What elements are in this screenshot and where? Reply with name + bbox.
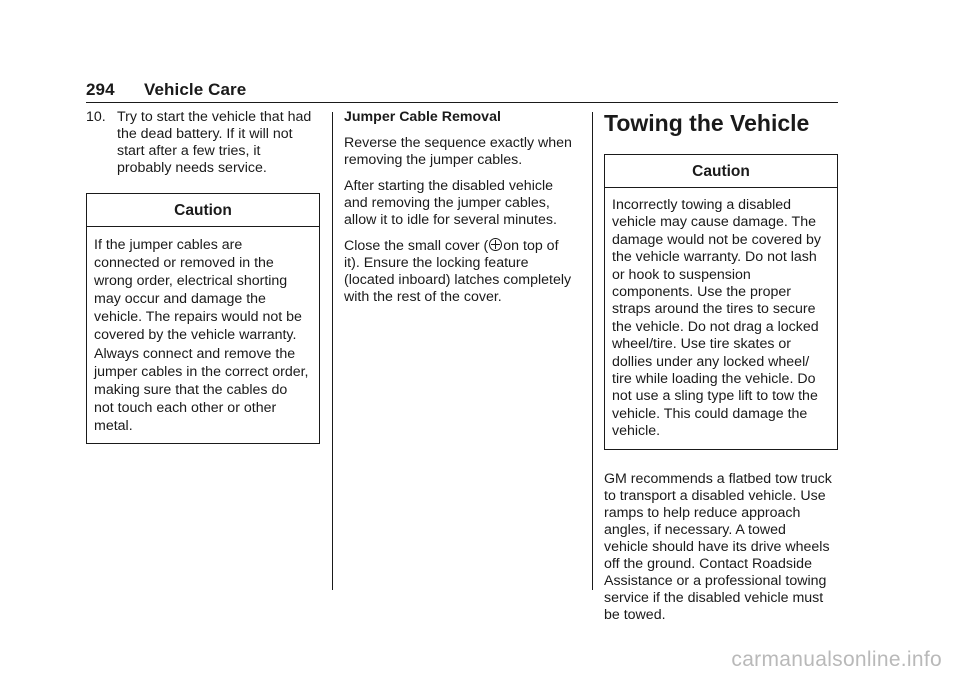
- text-line: damage would not be covered by: [612, 231, 822, 248]
- column-divider-1: [332, 112, 333, 590]
- text-line: vehicle. The repairs would not be: [94, 309, 302, 326]
- text-line: Reverse the sequence exactly when: [344, 135, 572, 151]
- text-line: vehicle. This could damage the: [612, 405, 808, 422]
- paragraph: [344, 238, 580, 306]
- text-line: vehicle may cause damage. The: [612, 214, 816, 231]
- text-line: tire while loading the vehicle. Do: [612, 371, 816, 388]
- text-line: allow it to idle for several minutes.: [344, 212, 557, 228]
- plus-in-circle-icon: [489, 238, 502, 251]
- text-line: making sure that the cables do: [94, 381, 288, 398]
- text-line: GM recommends a flatbed tow truck: [604, 470, 832, 487]
- text-line: Always connect and remove the: [94, 345, 296, 362]
- text-line: be towed.: [604, 606, 666, 623]
- text-line: to transport a disabled vehicle. Use: [604, 487, 826, 504]
- column-divider-2: [592, 112, 593, 590]
- text-line: may occur and damage the: [94, 291, 266, 308]
- text-line: straps around the tires to secure: [612, 301, 816, 318]
- text-line: probably needs service.: [117, 160, 267, 176]
- text-line: (located inboard) latches completely: [344, 272, 572, 288]
- caution-title: Caution: [87, 194, 319, 227]
- text-line: vehicle.: [612, 423, 661, 440]
- caution-body: [605, 188, 837, 449]
- subheading-jumper-cable-removal: Jumper Cable Removal: [344, 109, 501, 125]
- text-line: angles, if necessary. A towed: [604, 521, 786, 538]
- text-line: off the ground. Contact Roadside: [604, 555, 812, 572]
- watermark: carmanualsonline.info: [731, 648, 942, 671]
- text-line: covered by the vehicle warranty.: [94, 327, 297, 344]
- paragraph-towing-recommendation: [604, 471, 838, 624]
- text-line: dollies under any locked wheel/: [612, 353, 810, 370]
- section-title: Vehicle Care: [144, 80, 247, 99]
- text-line: service if the disabled vehicle must: [604, 589, 824, 606]
- page-header: [86, 80, 246, 100]
- text-line: not touch each other or other: [94, 399, 277, 416]
- header-rule: [86, 102, 838, 103]
- page-number: 294: [86, 80, 115, 99]
- step-number: 10.: [86, 109, 106, 125]
- column-2: [344, 109, 580, 315]
- text-line: Incorrectly towing a disabled: [612, 197, 792, 213]
- section-heading-towing: Towing the Vehicle: [604, 110, 810, 136]
- text-fragment: Close the small cover (: [344, 238, 489, 254]
- text-line: wrong order, electrical shorting: [94, 273, 288, 290]
- text-line: Assistance or a professional towing: [604, 572, 827, 589]
- text-line: [344, 238, 580, 255]
- caution-body: [87, 227, 319, 443]
- text-line: components. Use the proper: [612, 284, 792, 301]
- text-line: jumper cables in the correct order,: [94, 363, 309, 380]
- paragraph: [344, 178, 580, 229]
- text-fragment: on top of: [503, 238, 559, 254]
- column-3: [604, 109, 838, 624]
- text-line: start after a few tries, it: [117, 143, 261, 159]
- text-line: After starting the disabled vehicle: [344, 178, 553, 194]
- text-line: the vehicle. Do not drag a locked: [612, 318, 819, 335]
- text-line: ramps to help reduce approach: [604, 504, 801, 521]
- text-line: vehicle should have its drive wheels: [604, 538, 830, 555]
- text-line: Try to start the vehicle that had: [117, 109, 312, 125]
- text-line: or hook to suspension: [612, 266, 751, 283]
- caution-box-jumper: [86, 193, 320, 444]
- caution-box-towing: [604, 154, 838, 450]
- text-line: it). Ensure the locking feature: [344, 255, 529, 271]
- text-line: not use a sling type lift to tow the: [612, 388, 818, 405]
- text-line: removing the jumper cables.: [344, 152, 523, 168]
- paragraph: [344, 135, 580, 169]
- step-text: [117, 109, 320, 177]
- text-line: the vehicle warranty. Do not lash: [612, 249, 817, 266]
- column-1: [86, 109, 320, 444]
- text-line: the dead battery. If it will not: [117, 126, 293, 142]
- text-line: wheel/tire. Use tire skates or: [612, 336, 791, 353]
- step-10: [86, 109, 320, 177]
- text-line: with the rest of the cover.: [344, 289, 502, 305]
- caution-title: Caution: [605, 155, 837, 188]
- text-line: If the jumper cables are: [94, 237, 243, 253]
- text-line: connected or removed in the: [94, 255, 274, 272]
- text-line: and removing the jumper cables,: [344, 195, 550, 211]
- text-line: metal.: [94, 417, 133, 434]
